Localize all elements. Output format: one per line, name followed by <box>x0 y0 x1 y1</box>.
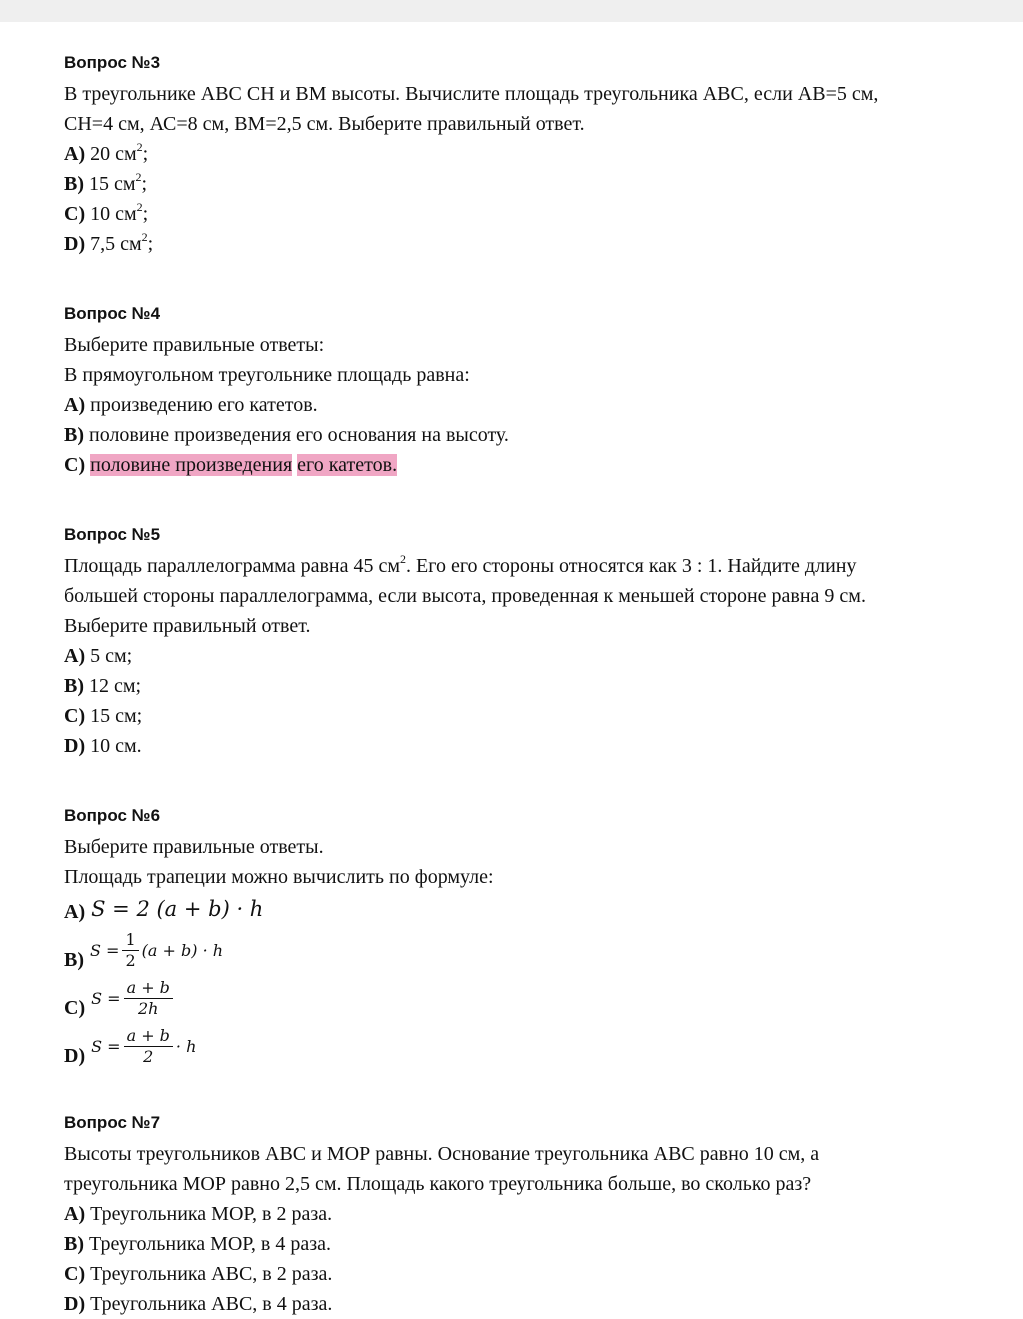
answer-option-c[interactable]: C) половине произведения его катетов. <box>64 454 398 476</box>
highlighted-text: его катетов. <box>297 454 398 476</box>
answer-option-d[interactable]: D) Треугольника АВС, в 4 раза. <box>64 1293 333 1315</box>
answer-option-c[interactable]: C) 10 $см^2$; <box>64 200 149 225</box>
document-body <box>64 52 984 1319</box>
highlighted-text: половине произведения <box>90 454 293 476</box>
question-title: Вопрос №6 <box>64 806 161 825</box>
answer-option-b[interactable]: B) 12 см; <box>64 675 142 697</box>
answer-option-a[interactable]: A) 5 см; <box>64 645 133 667</box>
question-4 <box>64 303 984 480</box>
question-title: Вопрос №7 <box>64 1113 161 1132</box>
answer-option-d[interactable]: D) 10 см. <box>64 735 142 757</box>
question-text: В треугольнике АВС СН и ВМ высоты. Вычислите площадь треугольника АВС, если АВ=5 см, <box>64 83 879 105</box>
question-text: Выберите правильные ответы: <box>64 334 325 356</box>
answer-option-b[interactable]: B) Треугольника МОР, в 4 раза. <box>64 1233 332 1255</box>
answer-option-a[interactable]: A) Треугольника МОР, в 2 раза. <box>64 1203 333 1225</box>
question-text: В прямоугольном треугольнике площадь равна: <box>64 364 470 386</box>
question-text: Площадь параллелограмма равна 45 $см^2$. Его его стороны относятся как 3 : 1. Найдите длину <box>64 552 857 577</box>
question-text: Площадь трапеции можно вычислить по формуле: <box>64 866 494 888</box>
answer-option-b[interactable]: B) половине произведения его основания на высоту. <box>64 424 509 446</box>
answer-option-d[interactable]: D) S = $\frac{a + b}{2}$ · h <box>64 1025 197 1067</box>
formula: S = $\frac{1}{2}$ (a + b) · h <box>90 929 224 970</box>
answer-option-c[interactable]: C) S = $\frac{a + b}{2h}$ <box>64 974 984 1022</box>
question-title: Вопрос №3 <box>64 53 161 72</box>
answer-option-b[interactable]: B) S = $\frac{1}{2}$ (a + b) · h <box>64 929 224 971</box>
question-text: Выберите правильные ответы. <box>64 836 324 858</box>
question-title: Вопрос №5 <box>64 525 161 544</box>
question-title: Вопрос №4 <box>64 304 161 323</box>
answer-option-a[interactable]: A) произведению его катетов. <box>64 394 318 416</box>
formula: S = 2 (a + b) · h <box>91 897 264 921</box>
answer-option-a[interactable]: A) S = 2 (a + b) · h <box>64 897 264 923</box>
question-7 <box>64 1112 984 1319</box>
question-6 <box>64 805 984 1070</box>
top-bar <box>0 0 1023 22</box>
answer-option-c[interactable]: C) 15 см; <box>64 705 143 727</box>
question-3 <box>64 52 984 259</box>
question-text: большей стороны параллелограмма, если высота, проведенная к меньшей стороне равна 9 см. <box>64 585 866 607</box>
answer-option-d[interactable]: D) 7,5 $см^2$; <box>64 230 154 255</box>
question-text: Высоты треугольников АВС и МОР равны. Основание треугольника АВС равно 10 см, а <box>64 1143 820 1165</box>
formula: S = $\frac{a + b}{2h}$ <box>91 978 176 1019</box>
question-text: треугольника МОР равно 2,5 см. Площадь какого треугольника больше, во сколько раз? <box>64 1173 812 1195</box>
answer-option-c[interactable]: C) Треугольника АВС, в 2 раза. <box>64 1263 333 1285</box>
question-text: СН=4 см, АС=8 см, ВМ=2,5 см. Выберите правильный ответ. <box>64 113 585 135</box>
question-5 <box>64 524 984 761</box>
answer-option-a[interactable]: A) 20 $см^2$; <box>64 140 149 165</box>
answer-option-b[interactable]: B) 15 $см^2$; <box>64 170 148 195</box>
question-text: Выберите правильный ответ. <box>64 615 311 637</box>
formula: S = $\frac{a + b}{2}$ · h <box>91 1025 197 1066</box>
